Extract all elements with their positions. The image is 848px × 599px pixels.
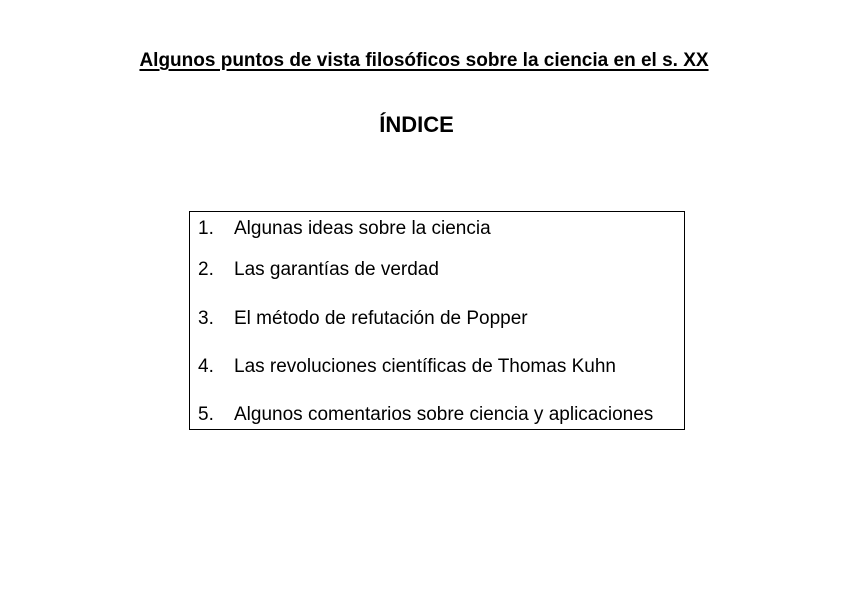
toc-item-label: Las garantías de verdad: [234, 259, 439, 280]
toc-item-number: 2.: [198, 259, 214, 280]
toc-item-number: 3.: [198, 308, 214, 329]
toc-item: [190, 258, 686, 282]
toc-item: [190, 355, 686, 379]
toc-item-number: 1.: [198, 218, 214, 239]
toc-item-label: Algunos comentarios sobre ciencia y aplicaciones: [234, 404, 654, 425]
toc-item: [190, 403, 686, 427]
toc-item: [190, 307, 686, 331]
toc-item-label: Algunas ideas sobre la ciencia: [234, 218, 491, 239]
toc-item-label: Las revoluciones científicas de Thomas Kuhn: [234, 356, 616, 377]
toc-item-number: 4.: [198, 356, 214, 377]
toc-item: [190, 217, 686, 241]
table-of-contents: [189, 211, 685, 430]
toc-item-label: El método de refutación de Popper: [234, 308, 528, 329]
toc-item-number: 5.: [198, 404, 214, 425]
document-title: Algunos puntos de vista filosóficos sobre la ciencia en el s. XX: [139, 50, 709, 71]
index-heading: ÍNDICE: [379, 112, 454, 137]
